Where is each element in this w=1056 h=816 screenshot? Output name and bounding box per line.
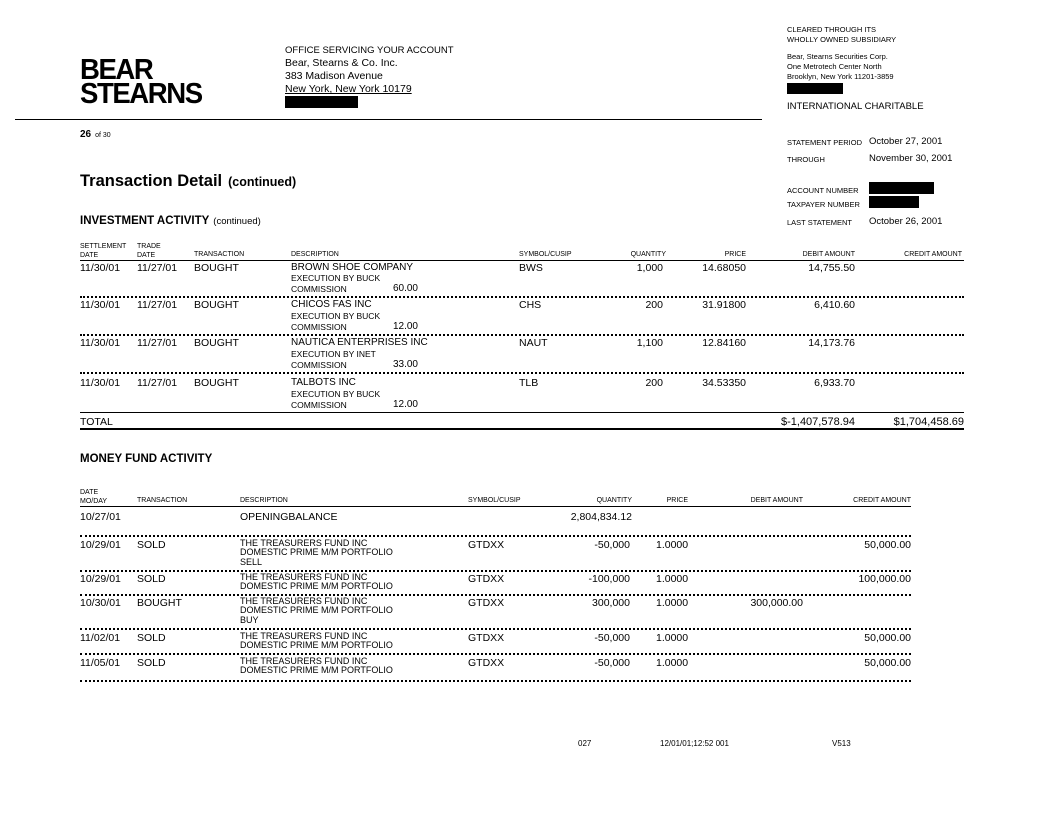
investment-heading-text: INVESTMENT ACTIVITY [80,215,210,227]
commission-label: COMMISSION [291,284,347,294]
quantity: 1,100 [636,337,663,349]
mf-credit: 50,000.00 [864,657,911,669]
office-heading: OFFICE SERVICING YOUR ACCOUNT [285,45,454,56]
mf-col-symbol: SYMBOL/CUSIP [468,497,521,504]
mf-quantity: -100,000 [588,573,630,585]
mf-desc-line1: THE TREASURERS FUND INC [240,631,368,641]
trade-date: 11/27/01 [137,337,178,349]
row-separator [80,535,911,537]
row-separator [80,628,911,630]
col-date-line2: MO/DAY [80,497,108,505]
mf-transaction: SOLD [137,573,166,585]
description: CHICOS FAS INC [291,299,372,310]
col-transaction: TRANSACTION [194,251,245,258]
settle-date: 11/30/01 [80,299,121,311]
debit-amount: 6,410.60 [814,299,855,311]
logo-line-1: BEAR [80,54,153,86]
commission-label: COMMISSION [291,322,347,332]
mf-date: 10/29/01 [80,573,121,585]
transaction-type: BOUGHT [194,262,239,274]
page-title [80,172,296,191]
mf-header-rule [80,506,911,507]
col-trade-date [137,243,161,260]
execution-note: EXECUTION BY INET [291,349,376,359]
row-separator [80,594,911,596]
mf-description [240,539,393,567]
commission-amount: 12.00 [392,399,418,410]
col-date-line1: DATE [80,489,99,496]
mf-desc-line2: DOMESTIC PRIME M/M PORTFOLIO [240,664,393,675]
mf-col-debit: DEBIT AMOUNT [750,497,803,504]
mf-desc-line1: THE TREASURERS FUND INC [240,596,368,606]
mf-credit: 100,000.00 [858,573,911,585]
mf-date: 10/29/01 [80,539,121,551]
investment-header-rule [80,260,964,261]
settle-date: 11/30/01 [80,337,121,349]
quantity: 1,000 [636,262,663,274]
through-value: November 30, 2001 [869,153,953,164]
mf-symbol: GTDXX [468,632,505,644]
row-separator [80,334,964,336]
office-line-2: 383 Madison Avenue [285,70,383,82]
mf-transaction: BOUGHT [137,597,182,609]
mf-description [240,573,393,590]
mf-symbol: GTDXX [468,573,505,585]
commission-label: COMMISSION [291,360,347,370]
mf-desc-line3: SELL [240,557,263,567]
investment-heading [80,215,261,227]
mf-quantity: -50,000 [594,657,630,669]
mf-desc-line2: DOMESTIC PRIME M/M PORTFOLIO [240,604,393,615]
cleared-addr-3: Brooklyn, New York 11201-3859 [787,72,894,81]
col-price: PRICE [724,251,746,258]
footer-timestamp: 12/01/01;12:52 001 [660,739,729,748]
mf-description [240,632,393,649]
footer-code: 027 [578,739,592,748]
mf-col-quantity: QUANTITY [596,497,632,504]
total-top-rule [80,412,964,413]
mf-col-transaction: TRANSACTION [137,497,188,504]
quantity: 200 [645,377,663,389]
mf-desc-line1: THE TREASURERS FUND INC [240,656,368,666]
mf-desc-line1: THE TREASURERS FUND INC [240,572,368,582]
col-settlement-line1: SETTLEMENT [80,243,127,250]
account-name: INTERNATIONAL CHARITABLE [787,101,924,112]
redaction-taxpayer-number [869,196,919,208]
redaction-account-number [869,182,934,194]
mf-transaction: SOLD [137,657,166,669]
price: 31.91800 [702,299,746,311]
bear-stearns-logo [80,54,202,110]
trade-date: 11/27/01 [137,299,178,311]
cleared-line-1: CLEARED THROUGH ITS [787,25,877,34]
mf-price: 1.0000 [656,657,689,669]
mf-col-credit: CREDIT AMOUNT [853,497,911,504]
mf-desc-line2: DOMESTIC PRIME M/M PORTFOLIO [240,546,393,557]
mf-description [240,597,393,625]
settle-date: 11/30/01 [80,262,121,274]
mf-credit: 50,000.00 [864,539,911,551]
execution-note: EXECUTION BY BUCK [291,273,381,283]
mf-transaction: SOLD [137,539,166,551]
total-debit: $-1,407,578.94 [780,416,855,428]
mf-date: 10/30/01 [80,597,121,609]
col-symbol: SYMBOL/CUSIP [519,251,572,258]
mf-desc-line2: DOMESTIC PRIME M/M PORTFOLIO [240,580,393,591]
mf-quantity: 2,804,834.12 [570,511,632,523]
mf-symbol: GTDXX [468,539,505,551]
col-trade-line2: DATE [137,251,156,259]
debit-amount: 14,755.50 [808,262,855,274]
transaction-type: BOUGHT [194,377,239,389]
header-divider [15,119,762,120]
mf-description [240,657,393,674]
mf-desc-line1: THE TREASURERS FUND INC [240,538,368,548]
through-label: THROUGH [787,155,825,164]
redaction-office [285,96,358,108]
row-separator [80,296,964,298]
statement-period-value: October 27, 2001 [869,136,943,147]
page-number [80,129,111,140]
mf-price: 1.0000 [656,632,689,644]
col-trade-line1: TRADE [137,243,161,250]
page-total: of 30 [95,132,111,139]
logo-line-2: STEARNS [80,78,202,110]
mf-symbol: GTDXX [468,657,505,669]
symbol: CHS [519,299,542,311]
mf-quantity: -50,000 [594,539,630,551]
row-separator [80,570,911,572]
cleared-line-2: WHOLLY OWNED SUBSIDIARY [787,35,897,44]
total-label: TOTAL [80,416,113,428]
mf-transaction: SOLD [137,632,166,644]
page-current: 26 [80,129,92,140]
mf-quantity: 300,000 [592,597,630,609]
mf-desc-line3: BUY [240,615,259,625]
execution-note: EXECUTION BY BUCK [291,311,381,321]
row-separator [80,372,964,374]
settle-date: 11/30/01 [80,377,121,389]
mf-date: 11/05/01 [80,657,121,669]
mf-symbol: GTDXX [468,597,505,609]
taxpayer-number-label: TAXPAYER NUMBER [787,200,860,209]
last-statement-label: LAST STATEMENT [787,218,853,227]
symbol: TLB [519,377,539,389]
mf-debit: 300,000.00 [750,597,803,609]
symbol: BWS [519,262,543,274]
description: TALBOTS INC [291,377,356,388]
cleared-addr-2: One Metrotech Center North [787,62,882,71]
mf-description: OPENINGBALANCE [240,511,338,523]
mf-desc-line2: DOMESTIC PRIME M/M PORTFOLIO [240,639,393,650]
mf-price: 1.0000 [656,573,689,585]
title-main: Transaction Detail [80,172,223,190]
col-debit: DEBIT AMOUNT [802,251,855,258]
mf-col-price: PRICE [666,497,688,504]
row-separator [80,680,911,682]
price: 34.53350 [702,377,746,389]
price: 14.68050 [702,262,746,274]
trade-date: 11/27/01 [137,262,178,274]
mf-price: 1.0000 [656,539,689,551]
office-line-3: New York, New York 10179 [285,83,412,95]
col-description: DESCRIPTION [291,251,339,258]
description: BROWN SHOE COMPANY [291,262,414,273]
price: 12.84160 [702,337,746,349]
mf-date: 10/27/01 [80,511,121,523]
commission-amount: 12.00 [392,321,418,332]
cleared-address [787,52,894,97]
col-credit: CREDIT AMOUNT [904,251,962,258]
mf-col-description: DESCRIPTION [240,497,288,504]
money-fund-heading: MONEY FUND ACTIVITY [80,453,213,465]
commission-label: COMMISSION [291,400,347,410]
last-statement-value: October 26, 2001 [869,216,943,227]
transaction-type: BOUGHT [194,337,239,349]
mf-price: 1.0000 [656,597,689,609]
col-date [80,489,107,506]
statement-period-label: STATEMENT PERIOD [787,138,863,147]
transaction-type: BOUGHT [194,299,239,311]
total-bottom-rule [80,428,964,430]
trade-date: 11/27/01 [137,377,178,389]
footer-version: V513 [832,739,851,748]
col-quantity: QUANTITY [630,251,666,258]
mf-credit: 50,000.00 [864,632,911,644]
title-continued: (continued) [228,175,297,189]
description: NAUTICA ENTERPRISES INC [291,337,428,348]
symbol: NAUT [519,337,548,349]
debit-amount: 14,173.76 [808,337,855,349]
cleared-addr-1: Bear, Stearns Securities Corp. [787,52,888,61]
debit-amount: 6,933.70 [814,377,855,389]
quantity: 200 [645,299,663,311]
office-block [285,44,454,112]
redaction-address [787,83,843,94]
mf-date: 11/02/01 [80,632,121,644]
cleared-block [787,25,896,45]
col-settlement-line2: DATE [80,251,99,259]
commission-amount: 60.00 [392,283,418,294]
account-number-label: ACCOUNT NUMBER [787,186,859,195]
commission-amount: 33.00 [392,359,418,370]
office-line-1: Bear, Stearns & Co. Inc. [285,57,398,69]
mf-quantity: -50,000 [594,632,630,644]
investment-continued: (continued) [213,216,261,227]
col-settlement-date [80,243,126,260]
total-credit: $1,704,458.69 [893,416,964,428]
row-separator [80,653,911,655]
execution-note: EXECUTION BY BUCK [291,389,381,399]
